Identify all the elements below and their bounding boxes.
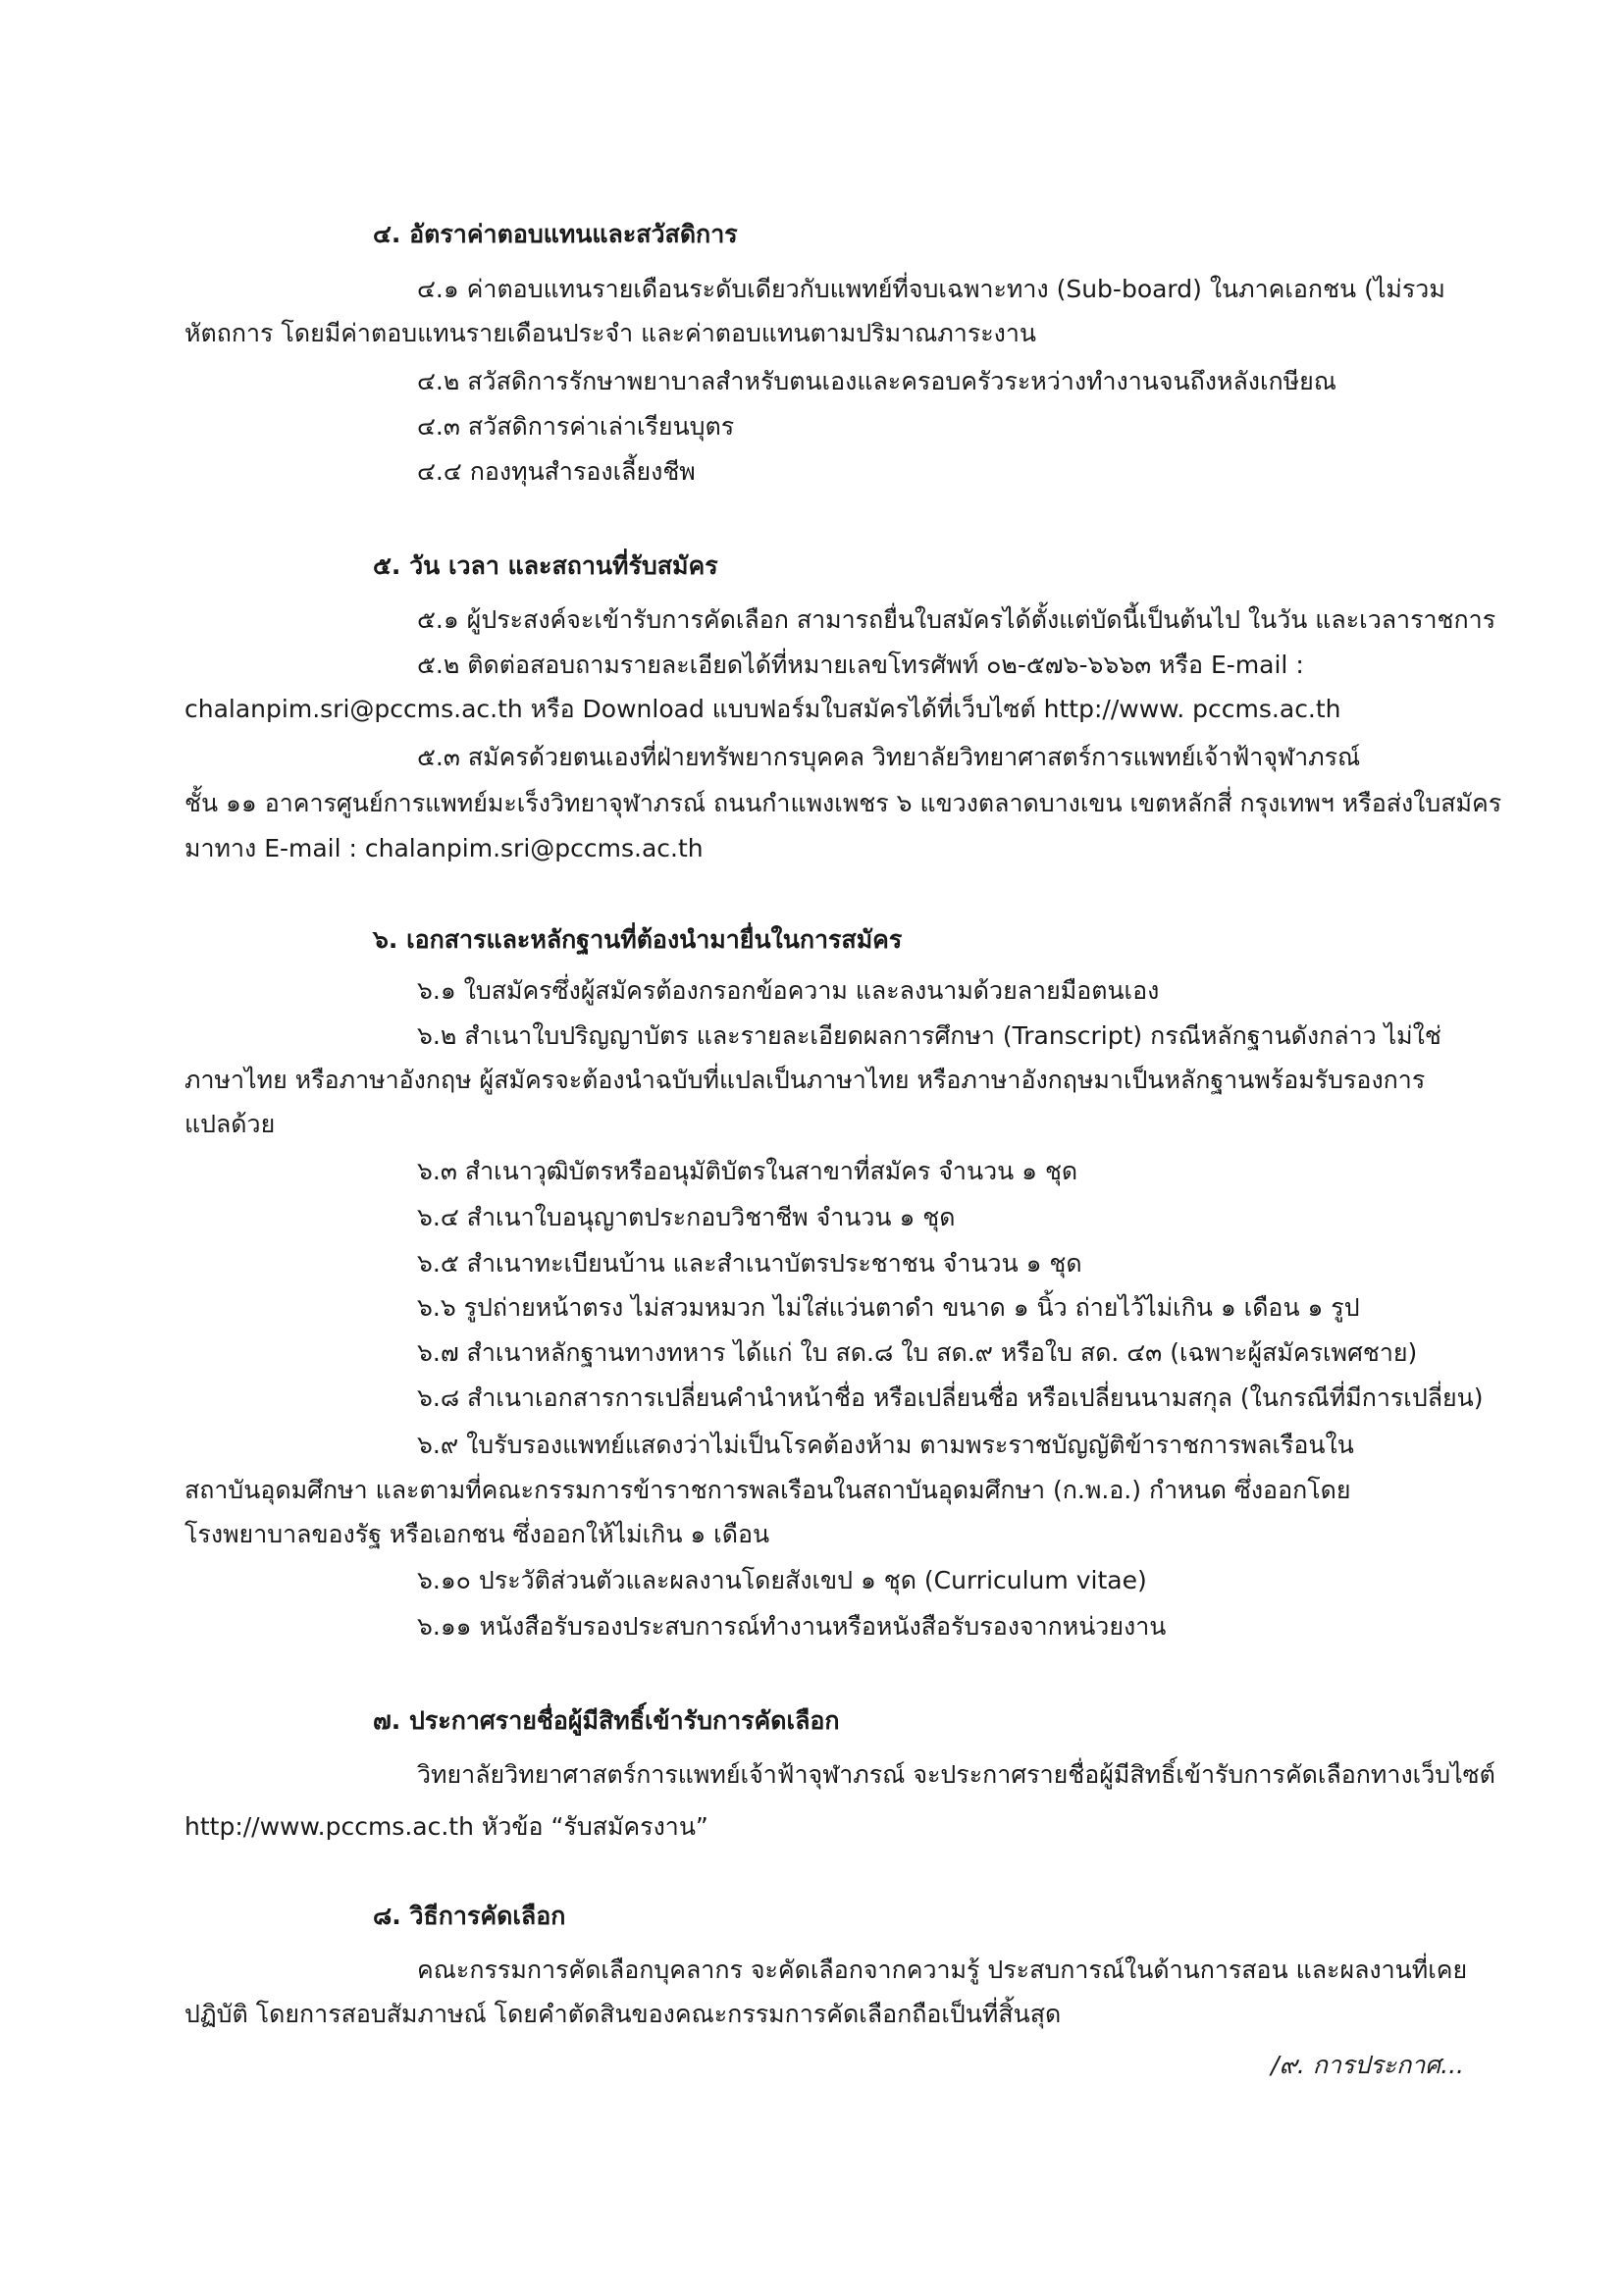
page-continuation-note: /๙. การประกาศ...	[1271, 2051, 1464, 2079]
section-5-item-1: ๕.๑ ผู้ประสงค์จะเข้ารับการคัดเลือก สามารถยื่นใบสมัครได้ตั้งแต่บัดนี้เป็นต้นไป ในวัน และเวลาราชการ	[417, 605, 1496, 634]
section-6-item-10: ๖.๑๐ ประวัติส่วนตัวและผลงานโดยสังเขป ๑ ชุด (Curriculum vitae)	[417, 1566, 1147, 1594]
section-5-item-3-line-2: ชั้น ๑๑ อาคารศูนย์การแพทย์มะเร็งวิทยาจุฬาภรณ์ ถนนกำแพงเพชร ๖ แขวงตลาดบางเขน เขตหลักสี่ กรุงเทพฯ หรือส่งใบสมัคร	[184, 789, 1502, 817]
section-6-item-4: ๖.๔ สำเนาใบอนุญาตประกอบวิชาชีพ จำนวน ๑ ชุด	[417, 1203, 956, 1231]
section-6-item-5: ๖.๕ สำเนาทะเบียนบ้าน และสำเนาบัตรประชาชน จำนวน ๑ ชุด	[417, 1249, 1082, 1278]
section-6-item-9-line-3: โรงพยาบาลของรัฐ หรือเอกชน ซึ่งออกให้ไม่เกิน ๑ เดือน	[184, 1520, 770, 1548]
section-6-item-11: ๖.๑๑ หนังสือรับรองประสบการณ์ทำงานหรือหนังสือรับรองจากหน่วยงาน	[417, 1612, 1167, 1641]
section-6-item-2-line-2: ภาษาไทย หรือภาษาอังกฤษ ผู้สมัครจะต้องนำฉบับที่แปลเป็นภาษาไทย หรือภาษาอังกฤษมาเป็นหลักฐานพร้อมรับรองการ	[184, 1066, 1426, 1094]
section-6-item-7: ๖.๗ สำเนาหลักฐานทางทหาร ได้แก่ ใบ สด.๘ ใบ สด.๙ หรือใบ สด. ๔๓ (เฉพาะผู้สมัครเพศชาย)	[417, 1338, 1418, 1367]
section-6-item-9-line-2: สถาบันอุดมศึกษา และตามที่คณะกรรมการข้าราชการพลเรือนในสถาบันอุดมศึกษา (ก.พ.อ.) กำหนด ซึ่งออกโดย	[184, 1476, 1351, 1504]
section-8-paragraph-line-1: คณะกรรมการคัดเลือกบุคลากร จะคัดเลือกจากความรู้ ประสบการณ์ในด้านการสอน และผลงานที่เคย	[417, 1956, 1468, 1984]
section-4-item-1-line-1: ๔.๑ ค่าตอบแทนรายเดือนระดับเดียวกับแพทย์ที่จบเฉพาะทาง (Sub-board) ในภาคเอกชน (ไม่รวม	[417, 275, 1445, 303]
section-6-item-8: ๖.๘ สำเนาเอกสารการเปลี่ยนคำนำหน้าชื่อ หรือเปลี่ยนชื่อ หรือเปลี่ยนนามสกุล (ในกรณีที่มีการเปลี่ยน)	[417, 1383, 1484, 1412]
section-6-item-6: ๖.๖ รูปถ่ายหน้าตรง ไม่สวมหมวก ไม่ใส่แว่นตาดำ ขนาด ๑ นิ้ว ถ่ายไว้ไม่เกิน ๑ เดือน ๑ รูป	[417, 1293, 1360, 1322]
section-4-item-1-line-2: หัตถการ โดยมีค่าตอบแทนรายเดือนประจำ และค่าตอบแทนตามปริมาณภาระงาน	[184, 319, 1037, 347]
section-6-item-2-line-3: แปลด้วย	[184, 1110, 276, 1138]
section-7-paragraph-line-2: http://www.pccms.ac.th หัวข้อ “รับสมัครงาน”	[184, 1812, 708, 1841]
section-6-item-2-line-1: ๖.๒ สำเนาใบปริญญาบัตร และรายละเอียดผลการศึกษา (Transcript) กรณีหลักฐานดังกล่าว ไม่ใช่	[417, 1021, 1441, 1050]
section-8-paragraph-line-2: ปฏิบัติ โดยการสอบสัมภาษณ์ โดยคำตัดสินของคณะกรรมการคัดเลือกถือเป็นที่สิ้นสุด	[184, 2000, 1062, 2028]
section-6-item-3: ๖.๓ สำเนาวุฒิบัตรหรืออนุมัติบัตรในสาขาที่สมัคร จำนวน ๑ ชุด	[417, 1157, 1078, 1185]
section-7-heading: ๗. ประกาศรายชื่อผู้มีสิทธิ์เข้ารับการคัดเลือก	[373, 1706, 840, 1735]
section-7-paragraph-line-1: วิทยาลัยวิทยาศาสตร์การแพทย์เจ้าฟ้าจุฬาภรณ์ จะประกาศรายชื่อผู้มีสิทธิ์เข้ารับการคัดเลือกทางเว็บไซต์	[417, 1760, 1495, 1789]
section-4-item-3: ๔.๓ สวัสดิการค่าเล่าเรียนบุตร	[417, 412, 735, 441]
section-5-item-2-line-2: chalanpim.sri@pccms.ac.th หรือ Download แบบฟอร์มใบสมัครได้ที่เว็บไซต์ http://www. pccms.ac.th	[184, 695, 1341, 723]
section-6-item-9-line-1: ๖.๙ ใบรับรองแพทย์แสดงว่าไม่เป็นโรคต้องห้าม ตามพระราชบัญญัติข้าราชการพลเรือนใน	[417, 1431, 1354, 1459]
section-5-heading: ๕. วัน เวลา และสถานที่รับสมัคร	[373, 551, 718, 580]
section-4-heading: ๔. อัตราค่าตอบแทนและสวัสดิการ	[373, 220, 738, 248]
section-6-item-1: ๖.๑ ใบสมัครซึ่งผู้สมัครต้องกรอกข้อความ และลงนามด้วยลายมือตนเอง	[417, 976, 1160, 1005]
section-5-item-3-line-3: มาทาง E-mail : chalanpim.sri@pccms.ac.th	[184, 834, 704, 862]
section-4-item-2: ๔.๒ สวัสดิการรักษาพยาบาลสำหรับตนเองและครอบครัวระหว่างทำงานจนถึงหลังเกษียณ	[417, 367, 1336, 395]
section-5-item-2-line-1: ๕.๒ ติดต่อสอบถามรายละเอียดได้ที่หมายเลขโทรศัพท์ ๐๒-๕๗๖-๖๖๖๓ หรือ E-mail :	[417, 651, 1304, 679]
section-4-item-4: ๔.๔ กองทุนสำรองเลี้ยงชีพ	[417, 457, 696, 486]
section-5-item-3-line-1: ๕.๓ สมัครด้วยตนเองที่ฝ่ายทรัพยากรบุคคล วิทยาลัยวิทยาศาสตร์การแพทย์เจ้าฟ้าจุฬาภรณ์	[417, 743, 1361, 771]
section-8-heading: ๘. วิธีการคัดเลือก	[373, 1902, 566, 1930]
section-6-heading: ๖. เอกสารและหลักฐานที่ต้องนำมายื่นในการสมัคร	[373, 925, 903, 954]
